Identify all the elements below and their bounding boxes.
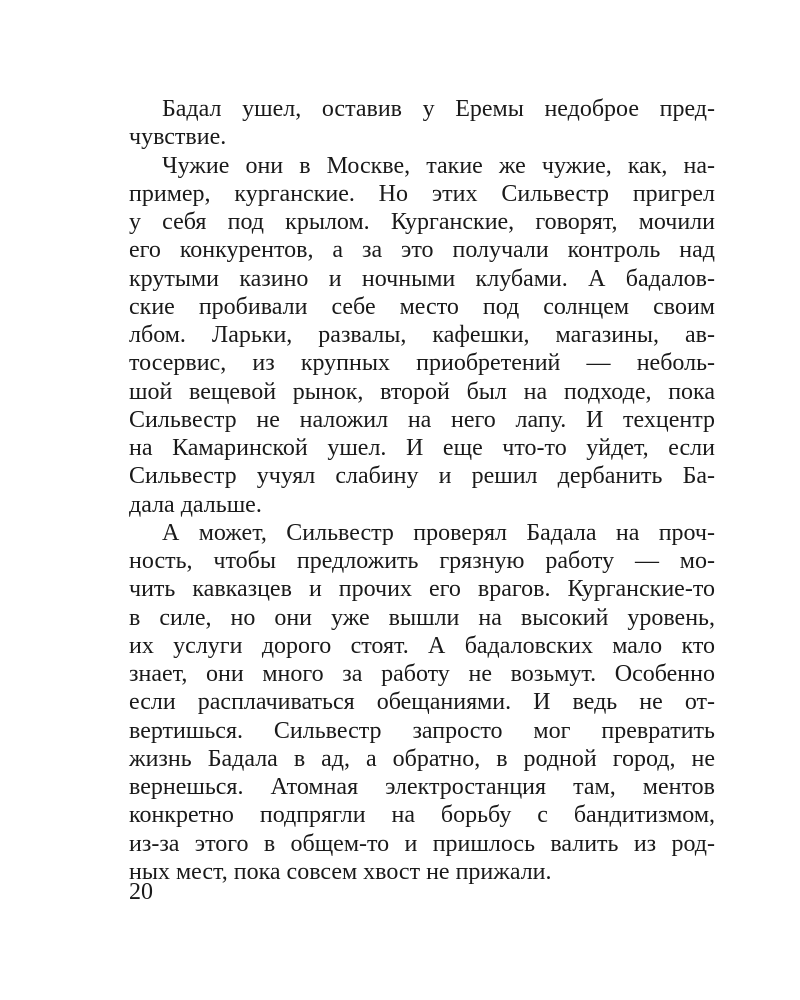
- text-line: их услуги дорого стоят. А бадаловских мало кто: [129, 632, 715, 659]
- text-line: из-за этого в общем-то и пришлось валить из род-: [129, 830, 715, 857]
- text-line: его конкурентов, а за это получали контроль над: [129, 237, 715, 264]
- text-line: ские пробивали себе место под солнцем своим: [129, 293, 715, 320]
- text-line: чувствие.: [129, 124, 227, 151]
- text-line: ность, чтобы предложить грязную работу — мо-: [129, 548, 715, 574]
- text-line: Чужие они в Москве, такие же чужие, как, на-: [162, 152, 715, 179]
- text-line: пример, курганские. Но этих Сильвестр пригрел: [129, 180, 715, 207]
- text-line: дала дальше.: [129, 491, 262, 518]
- page-number: 20: [129, 879, 153, 905]
- text-line: тосервис, из крупных приобретений — неболь-: [129, 350, 715, 377]
- text-line: в силе, но они уже вышли на высокий уровень,: [129, 604, 715, 631]
- text-line: знает, они много за работу не возьмут. Особенно: [129, 661, 715, 687]
- text-line: чить кавказцев и прочих его врагов. Курганские-то: [129, 576, 715, 603]
- text-line: Бадал ушел, оставив у Еремы недоброе пред-: [162, 96, 715, 122]
- paragraph-3: [129, 519, 715, 886]
- text-line: вернешься. Атомная электростанция там, ментов: [129, 774, 715, 800]
- paragraph-1: [129, 95, 715, 152]
- text-line: Сильвестр учуял слабину и решил дербанить Ба-: [129, 463, 715, 490]
- text-line: конкретно подпрягли на борьбу с бандитизмом,: [129, 802, 715, 829]
- text-line: шой вещевой рынок, второй был на подходе, пока: [129, 378, 715, 405]
- text-line: если расплачиваться обещаниями. И ведь не от-: [129, 689, 715, 716]
- text-line: вертишься. Сильвестр запросто мог превратить: [129, 717, 715, 744]
- text-line: ных мест, пока совсем хвост не прижали.: [129, 858, 552, 885]
- text-line: крутыми казино и ночными клубами. А бадалов-: [129, 265, 715, 292]
- text-line: Сильвестр не наложил на него лапу. И техцентр: [129, 406, 715, 433]
- text-line: у себя под крылом. Курганские, говорят, мочили: [129, 209, 715, 235]
- text-line: жизнь Бадала в ад, а обратно, в родной город, не: [129, 745, 715, 772]
- body-text: [129, 95, 715, 886]
- text-line: А может, Сильвестр проверял Бадала на проч-: [162, 519, 715, 546]
- text-line: лбом. Ларьки, развалы, кафешки, магазины, ав-: [129, 322, 715, 348]
- text-line: на Камаринской ушел. И еще что-то уйдет, если: [129, 435, 715, 461]
- paragraph-2: [129, 152, 715, 519]
